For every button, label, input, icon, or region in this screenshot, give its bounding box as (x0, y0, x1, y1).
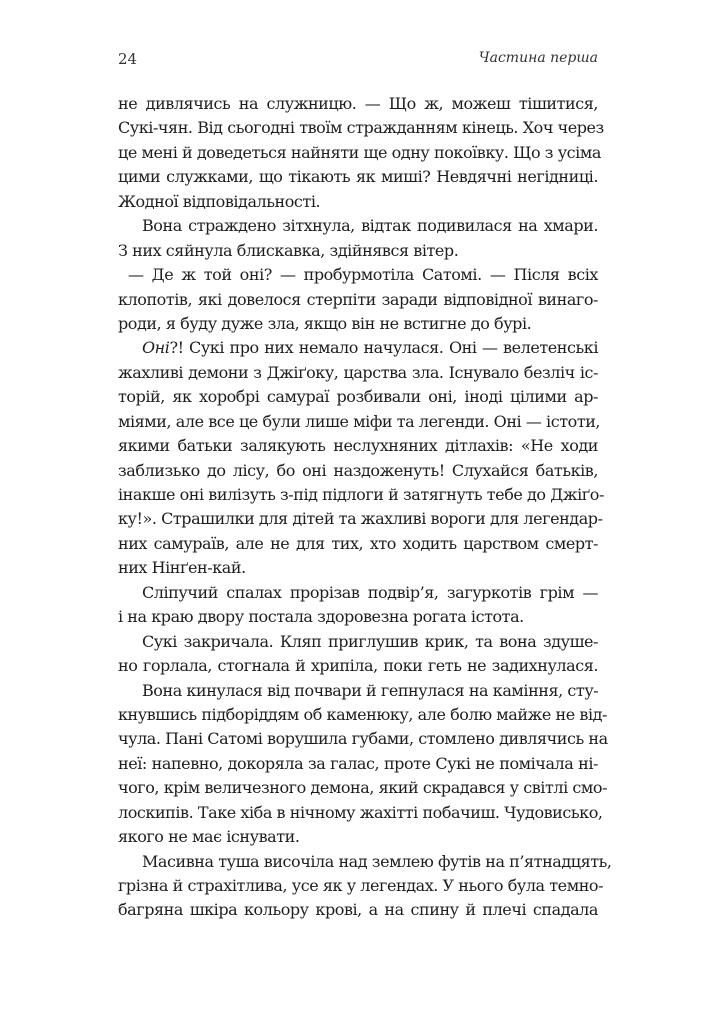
text-line: — Де ж той оні? — пробурмотіла Сатомі. — Після всіх (128, 265, 598, 285)
text-line: грізна й страхітлива, усе як у легендах. У нього була темно- (118, 876, 604, 895)
text-line: Сукі закричала. Кляп приглушив крик, та вона здушe- (142, 631, 598, 651)
running-head: Частина перша (478, 50, 598, 66)
text-line: неї: напевно, докоряла за галас, проте Сукі не помічала ні- (118, 753, 598, 773)
page-number: 24 (118, 50, 138, 68)
text-line: клопотів, які довелося стерпіти заради відповідної винаго- (118, 289, 598, 309)
text-line: цими служками, що тікають як миші? Невдячні негідниці. (118, 167, 598, 187)
text-line: них Нінґен-кай. (118, 558, 246, 578)
text-line: Вона страждено зітхнула, відтак подивилася на хмари. (142, 216, 598, 236)
text-line: якого не має існувати. (118, 827, 300, 847)
text-line: це мені й доведеться найняти ще одну покоївку. Що з усіма (118, 142, 601, 162)
text-line: Сліпучий спалах прорізав подвір’я, загуркотів грім — (142, 582, 598, 602)
text-line: інакше оні вилізуть з-під підлоги й затягнуть тебе до Джіґо- (118, 485, 604, 504)
text-line: лоскипів. Таке хіба в нічному жахітті побачиш. Чудовисько, (118, 802, 603, 822)
text-line: кнувшись підборіддям об каменюку, але болю майже не від- (118, 704, 607, 724)
text-line: З них сяйнула блискавка, здійнявся вітер. (118, 240, 459, 260)
text-line: но горлала, стогнала й хрипіла, поки геть не задихнулася. (118, 656, 598, 676)
text-line: жахливі демони з Джіґоку, царства зла. Існувало безліч іс- (118, 362, 598, 382)
text-line: Вона кинулася від почвари й гепнулася на каміння, сту- (142, 680, 599, 700)
body-text (118, 92, 612, 923)
text-line: багряна шкіра кольору крові, а на спину й плечі спадала (118, 900, 598, 920)
text-line: чула. Пані Сатомі ворушила губами, стомлено дивлячись на (118, 729, 608, 749)
text-line: них самураїв, але не для тих, хто ходить царством смерт- (118, 533, 598, 553)
text-line: Масивна туша височіла над землею футів на п’ятнадцять, (142, 851, 612, 871)
text-line: чого, крім величезного демона, який скрадався у світлі смо- (118, 778, 608, 798)
text-line: заблизько до лісу, бо оні наздоженуть! Слухайся батьків, (118, 460, 598, 480)
text-line-rest: ?! Сукі про них немало начулася. Оні — велетенські (169, 338, 598, 358)
text-line: не дивлячись на служницю. — Що ж, можеш тішитися, (118, 94, 598, 113)
text-line-with-italic (118, 336, 598, 360)
italic-word: Оні (142, 338, 170, 358)
text-line: якими батьки залякують неслухняних дітлахів: «Не ходи (118, 436, 598, 456)
text-line: роди, я буду дуже зла, якщо він не встигне до бурі. (118, 313, 532, 333)
text-line: і на краю двору постала здоровезна рогата істота. (118, 607, 524, 627)
text-line: міями, але все це були лише міфи та легенди. Оні — істоти, (118, 411, 601, 431)
text-line: торій, як хоробрі самураї розбивали оні, іноді цілими ар- (118, 387, 598, 407)
text-line: Сукі-чян. Від сьогодні твоїм стражданням кінець. Хоч через (118, 118, 604, 138)
page-header (118, 50, 598, 74)
text-line: Жодної відповідальності. (118, 191, 321, 211)
text-line: ку!». Страшилки для дітей та жахливі вороги для легендар- (118, 509, 603, 529)
